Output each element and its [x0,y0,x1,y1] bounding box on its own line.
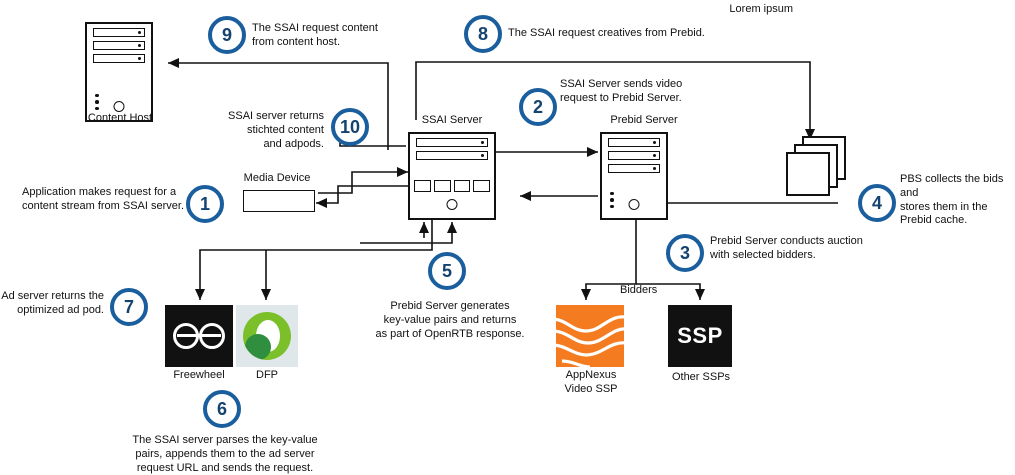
appnexus-label-line1: AppNexus [546,369,636,383]
step-badge-9: 9 [208,16,246,54]
ssai-server [408,132,496,220]
caption-line: PBS collects the bids and [900,173,1012,201]
caption-line: and adpods. [206,138,324,152]
step-caption-7 [0,290,104,318]
step-badge-1: 1 [186,185,224,223]
watermark-text: Lorem ipsum [729,3,793,15]
caption-line: Prebid cache. [900,214,1012,228]
step-badge-5: 5 [428,252,466,290]
appnexus-logo [556,305,624,367]
caption-line: Prebid Server generates [372,300,528,314]
caption-line: stores them in the [900,201,1012,215]
caption-line: from content host. [252,36,388,50]
other-ssps-logo [668,305,732,367]
server-slot [608,138,660,147]
content-host-label: Content Host [78,112,162,124]
server-slot [93,54,145,63]
caption-line: SSAI server returns [206,110,324,124]
step-caption-10 [206,110,324,151]
server-slot [416,138,488,147]
freewheel-glyph [173,323,225,349]
step-badge-7: 7 [110,288,148,326]
caption-line: pairs, appends them to the ad server [128,448,322,462]
step-caption-8 [508,27,748,41]
step-caption-6 [128,434,322,475]
power-button-icon [447,199,458,210]
caption-line: Application makes request for a [22,186,184,200]
step-caption-9 [252,22,388,50]
server-slot [93,41,145,50]
caption-line: The SSAI server parses the key-value [128,434,322,448]
step-badge-4: 4 [858,184,896,222]
step-caption-2 [560,78,730,106]
bidders-label: Bidders [620,284,657,298]
caption-line: with selected bidders. [710,249,892,263]
media-device [243,190,315,212]
prebid-server-label: Prebid Server [596,114,692,126]
caption-line: optimized ad pod. [0,304,104,318]
step-badge-3: 3 [666,234,704,272]
caption-line: The SSAI request content [252,22,388,36]
content-host-server [85,22,153,122]
step-badge-6: 6 [203,390,241,428]
dfp-label: DFP [237,369,297,381]
other-ssps-label: Other SSPs [662,371,740,383]
server-bays [414,180,490,192]
power-button-icon [114,101,125,112]
media-device-label: Media Device [236,172,318,184]
caption-line: key-value pairs and returns [372,314,528,328]
appnexus-label [546,369,636,397]
appnexus-glyph [556,305,624,367]
server-indicator-dots [95,94,99,111]
caption-line: content stream from SSAI server. [22,200,184,214]
step-badge-2: 2 [519,88,557,126]
step-caption-5 [372,300,528,341]
step-caption-4 [900,173,1012,228]
prebid-server [600,132,668,220]
freewheel-label: Freewheel [159,369,239,381]
cache-doc-front [786,152,830,196]
caption-line: request URL and sends the request. [128,462,322,475]
step-badge-8: 8 [464,15,502,53]
caption-line: Ad server returns the [0,290,104,304]
caption-line: Prebid Server conducts auction [710,235,892,249]
step-caption-1 [22,186,184,214]
server-slot [93,28,145,37]
freewheel-logo [165,305,233,367]
ssp-logo-text: SSP [677,323,723,349]
power-button-icon [629,199,640,210]
server-slot [416,151,488,160]
caption-line: SSAI Server sends video [560,78,730,92]
step-caption-3 [710,235,892,263]
prebid-cache-stack [786,136,852,202]
caption-line: The SSAI request creatives from Prebid. [508,27,748,41]
caption-line: as part of OpenRTB response. [372,328,528,342]
server-slot [608,151,660,160]
dfp-logo [236,305,298,367]
caption-line: stichted content [206,124,324,138]
server-slot [608,164,660,173]
caption-line: request to Prebid Server. [560,92,730,106]
step-badge-10: 10 [331,108,369,146]
dfp-glyph [243,312,291,360]
server-indicator-dots [610,192,614,209]
appnexus-label-line2: Video SSP [546,383,636,397]
ssai-server-label: SSAI Server [406,114,498,126]
